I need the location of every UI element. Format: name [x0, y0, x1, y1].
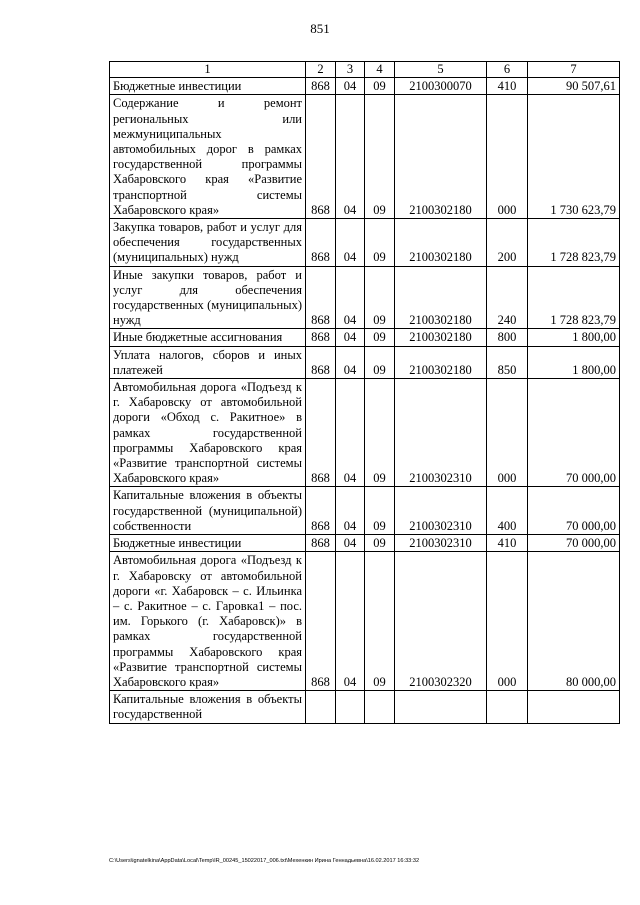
- row-name-cell: Капитальные вложения в объекты государственной (муниципальной) собственности: [110, 487, 306, 535]
- amount-cell: 1 728 823,79: [528, 266, 620, 329]
- expense-type-cell: 200: [487, 219, 528, 267]
- subsection-cell: 09: [365, 329, 395, 346]
- table-row: [110, 78, 620, 95]
- amount-cell: 90 507,61: [528, 78, 620, 95]
- expense-type-cell: 850: [487, 346, 528, 378]
- subsection-cell: 09: [365, 487, 395, 535]
- row-name-cell: Содержание и ремонт региональных или межмуниципальных автомобильных дорог в рамках государственной программы Хабаровского края «Развитие транспортной системы Хабаровского края»: [110, 95, 306, 219]
- table-row: [110, 691, 620, 723]
- admin-code-cell: 868: [306, 219, 336, 267]
- table-row: [110, 266, 620, 329]
- expense-type-cell: 800: [487, 329, 528, 346]
- subsection-cell: 09: [365, 95, 395, 219]
- section-cell: 04: [336, 552, 365, 691]
- admin-code-cell: 868: [306, 552, 336, 691]
- amount-cell: 70 000,00: [528, 379, 620, 487]
- row-name-cell: Автомобильная дорога «Подъезд к г. Хабаровску от автомобильной дороги «Обход с. Ракитное» в рамках государственной программы Хабаровского края «Развитие транспортной системы Хабаровского края»: [110, 379, 306, 487]
- section-cell: [336, 691, 365, 723]
- section-cell: 04: [336, 346, 365, 378]
- table-header-row: [110, 62, 620, 78]
- expense-type-cell: 410: [487, 78, 528, 95]
- column-header: 6: [487, 62, 528, 78]
- subsection-cell: 09: [365, 552, 395, 691]
- target-article-cell: 2100302310: [395, 535, 487, 552]
- section-cell: 04: [336, 329, 365, 346]
- amount-cell: 70 000,00: [528, 487, 620, 535]
- admin-code-cell: 868: [306, 535, 336, 552]
- section-cell: 04: [336, 219, 365, 267]
- amount-cell: 1 800,00: [528, 346, 620, 378]
- column-header: 7: [528, 62, 620, 78]
- table-row: [110, 329, 620, 346]
- target-article-cell: 2100302310: [395, 487, 487, 535]
- admin-code-cell: 868: [306, 346, 336, 378]
- section-cell: 04: [336, 379, 365, 487]
- table-row: [110, 219, 620, 267]
- column-header: 5: [395, 62, 487, 78]
- table-row: [110, 379, 620, 487]
- target-article-cell: [395, 691, 487, 723]
- target-article-cell: 2100302180: [395, 329, 487, 346]
- section-cell: 04: [336, 266, 365, 329]
- row-name-cell: Уплата налогов, сборов и иных платежей: [110, 346, 306, 378]
- subsection-cell: 09: [365, 219, 395, 267]
- row-name-cell: Бюджетные инвестиции: [110, 535, 306, 552]
- target-article-cell: 2100302180: [395, 95, 487, 219]
- expense-type-cell: 240: [487, 266, 528, 329]
- amount-cell: 80 000,00: [528, 552, 620, 691]
- amount-cell: [528, 691, 620, 723]
- subsection-cell: [365, 691, 395, 723]
- expense-type-cell: 410: [487, 535, 528, 552]
- expense-type-cell: 000: [487, 95, 528, 219]
- table-row: [110, 487, 620, 535]
- amount-cell: 1 728 823,79: [528, 219, 620, 267]
- subsection-cell: 09: [365, 346, 395, 378]
- table-row: [110, 346, 620, 378]
- admin-code-cell: 868: [306, 78, 336, 95]
- table-row: [110, 95, 620, 219]
- admin-code-cell: 868: [306, 266, 336, 329]
- section-cell: 04: [336, 78, 365, 95]
- expense-type-cell: 400: [487, 487, 528, 535]
- column-header: 3: [336, 62, 365, 78]
- subsection-cell: 09: [365, 78, 395, 95]
- admin-code-cell: [306, 691, 336, 723]
- amount-cell: 70 000,00: [528, 535, 620, 552]
- amount-cell: 1 800,00: [528, 329, 620, 346]
- target-article-cell: 2100302180: [395, 346, 487, 378]
- subsection-cell: 09: [365, 266, 395, 329]
- column-header: 2: [306, 62, 336, 78]
- target-article-cell: 2100302180: [395, 219, 487, 267]
- expense-type-cell: 000: [487, 552, 528, 691]
- row-name-cell: Автомобильная дорога «Подъезд к г. Хабаровску от автомобильной дороги «г. Хабаровск – с. Ильинка – с. Ракитное – с. Гаровка1 – пос. им. Горького (г. Хабаровск)» в рамках государственной программы Хабаровского края «Развитие транспортной системы Хабаровского края»: [110, 552, 306, 691]
- column-header: 4: [365, 62, 395, 78]
- section-cell: 04: [336, 487, 365, 535]
- subsection-cell: 09: [365, 379, 395, 487]
- row-name-cell: Иные закупки товаров, работ и услуг для обеспечения государственных (муниципальных) нужд: [110, 266, 306, 329]
- admin-code-cell: 868: [306, 379, 336, 487]
- admin-code-cell: 868: [306, 329, 336, 346]
- table-row: [110, 552, 620, 691]
- budget-table: [109, 61, 620, 724]
- file-path-footer: C:\Users\ignatelkina\AppData\Local\Temp\IR_00245_15022017_006.txt\Мехенкин Ирина Геннадьевна\16.02.2017 16:33:32: [109, 858, 420, 864]
- page-number: 851: [310, 21, 330, 36]
- target-article-cell: 2100300070: [395, 78, 487, 95]
- section-cell: 04: [336, 535, 365, 552]
- row-name-cell: Закупка товаров, работ и услуг для обеспечения государственных (муниципальных) нужд: [110, 219, 306, 267]
- row-name-cell: Бюджетные инвестиции: [110, 78, 306, 95]
- target-article-cell: 2100302320: [395, 552, 487, 691]
- target-article-cell: 2100302180: [395, 266, 487, 329]
- table-row: [110, 535, 620, 552]
- row-name-cell: Иные бюджетные ассигнования: [110, 329, 306, 346]
- admin-code-cell: 868: [306, 95, 336, 219]
- expense-type-cell: 000: [487, 379, 528, 487]
- subsection-cell: 09: [365, 535, 395, 552]
- expense-type-cell: [487, 691, 528, 723]
- target-article-cell: 2100302310: [395, 379, 487, 487]
- column-header: 1: [110, 62, 306, 78]
- amount-cell: 1 730 623,79: [528, 95, 620, 219]
- section-cell: 04: [336, 95, 365, 219]
- row-name-cell: Капитальные вложения в объекты государственной: [110, 691, 306, 723]
- admin-code-cell: 868: [306, 487, 336, 535]
